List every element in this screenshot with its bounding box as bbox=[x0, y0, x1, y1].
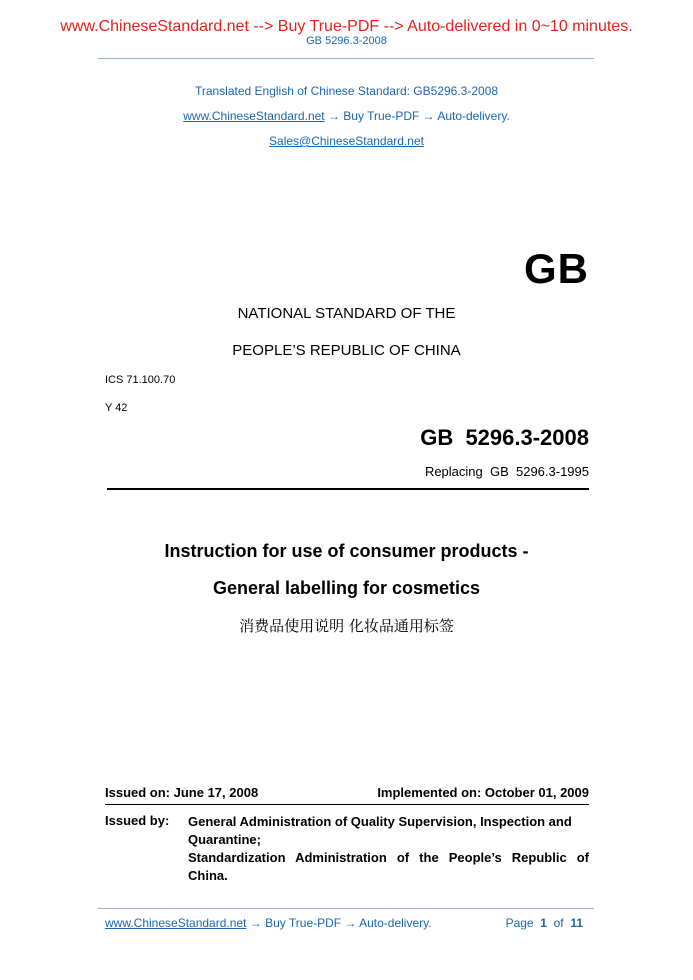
national-standard-line-2: PEOPLE’S REPUBLIC OF CHINA bbox=[232, 342, 461, 359]
document-title-chinese: 消费品使用说明 化妆品通用标签 bbox=[239, 617, 454, 635]
issued-on-date: Issued on: June 17, 2008 bbox=[105, 785, 259, 800]
page-label: Page bbox=[505, 916, 541, 930]
site-link[interactable]: www.ChineseStandard.net bbox=[183, 109, 325, 123]
header-standard-code: GB 5296.3-2008 bbox=[306, 35, 387, 47]
implemented-on-date: Implemented on: October 01, 2009 bbox=[377, 785, 589, 800]
translation-link-line bbox=[0, 109, 693, 123]
standard-number: GB 5296.3-2008 bbox=[420, 425, 589, 450]
footer-link-tail: → Buy True-PDF → Auto-delivery. bbox=[246, 916, 432, 930]
footer-link-line bbox=[105, 916, 432, 930]
page-number: 1 bbox=[540, 916, 547, 930]
document-title-line-1: Instruction for use of consumer products - bbox=[164, 541, 529, 561]
page-of: of bbox=[546, 916, 571, 930]
footer-divider bbox=[98, 908, 594, 909]
gb-mark: GB bbox=[524, 245, 589, 292]
issuer-1: General Administration of Quality Supervision, Inspection and Quarantine; bbox=[188, 814, 572, 847]
header-divider bbox=[98, 58, 594, 59]
footer-site-link[interactable]: www.ChineseStandard.net bbox=[105, 916, 247, 930]
page-total: 11 bbox=[570, 916, 583, 930]
replacing-note: Replacing GB 5296.3-1995 bbox=[424, 464, 589, 479]
sales-email-link[interactable]: Sales@ChineseStandard.net bbox=[269, 134, 424, 148]
translation-note: Translated English of Chinese Standard: GB5296.3-2008 bbox=[194, 84, 499, 98]
national-standard-line-1: NATIONAL STANDARD OF THE bbox=[237, 305, 456, 322]
ics-code: ICS 71.100.70 bbox=[105, 374, 176, 386]
site-link-tail: → Buy True-PDF → Auto-delivery. bbox=[324, 109, 510, 123]
issuer-2: Standardization Administration of the People’s Republic of China. bbox=[188, 850, 589, 883]
dates-divider bbox=[105, 804, 589, 805]
promo-banner[interactable]: www.ChineseStandard.net --> Buy True-PDF --> Auto-delivered in 0~10 minutes. bbox=[60, 18, 633, 35]
cover-divider bbox=[107, 488, 589, 490]
issued-by-label: Issued by: bbox=[105, 813, 170, 828]
document-title-line-2: General labelling for cosmetics bbox=[212, 578, 481, 598]
page-indicator bbox=[506, 916, 583, 930]
classification-code: Y 42 bbox=[105, 402, 128, 414]
